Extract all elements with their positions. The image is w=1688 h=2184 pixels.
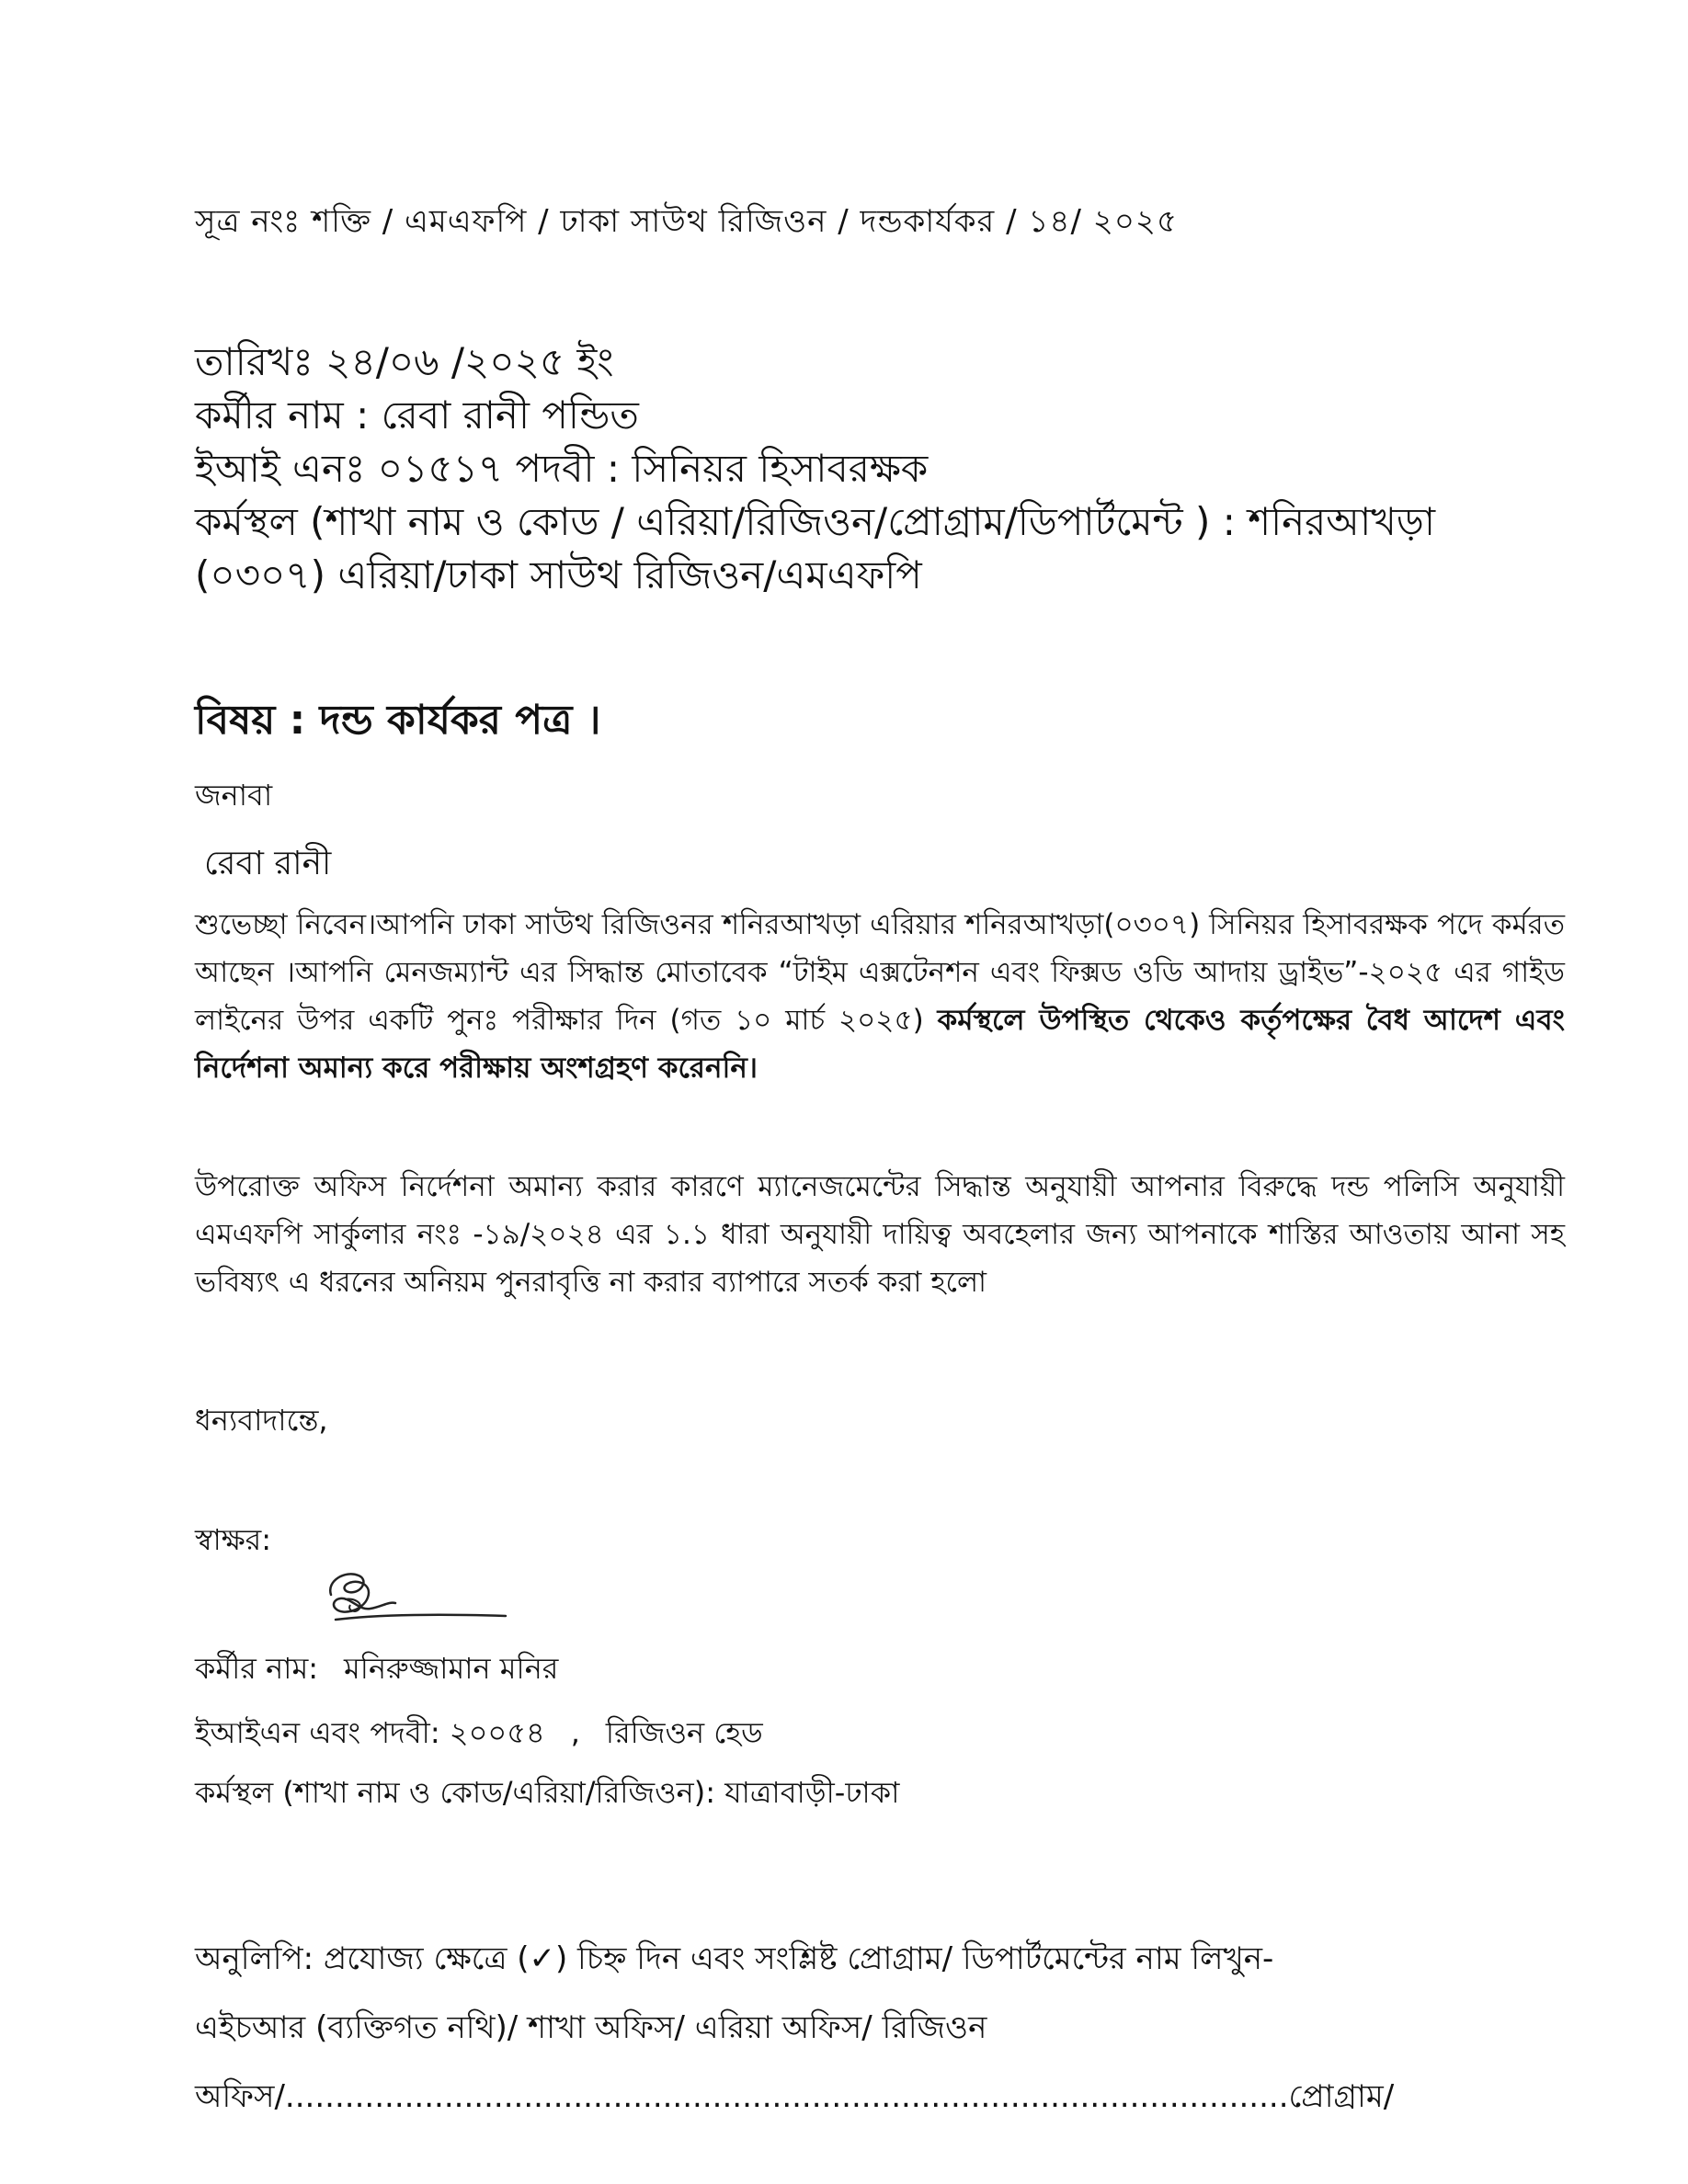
memo-date: তারিখঃ ২৪/০৬ /২০২৫ ইং — [195, 339, 614, 384]
signer-ein-row — [195, 1710, 763, 1759]
signer-name-row — [195, 1645, 558, 1695]
body-paragraph-2: উপরোক্ত অফিস নির্দেশনা অমান্য করার কারণে ম্যানেজমেন্টের সিদ্ধান্ত অনুযায়ী আপনার বিরুদ্ধে দন্ড পলিসি অনুযায়ী এমএফপি সার্কুলার নংঃ -১৯/২০২৪ এর ১.১ ধারা অনুযায়ী দায়িত্ব অবহেলার জন্য আপনাকে শাস্তির আওতায় আনা সহ ভবিষ্যৎ এ ধরনের অনিয়ম পুনরাবৃত্তি না করার ব্যাপারে সতর্ক করা হলো — [195, 1170, 1565, 1299]
recipient-name: রেবা রানী — [204, 845, 332, 882]
memo-subject: বিষয় : দন্ড কার্যকর পত্র । — [195, 697, 601, 744]
signer-ein-label: ইআইএন এবং পদবী: — [195, 1715, 440, 1750]
signer-ein: ২০০৫৪ — [449, 1715, 545, 1750]
cc-line-3: অফিস/.....................................................................................................প্রোগ্রাম/ — [195, 2078, 1395, 2115]
reference-number: সূত্র নংঃ শক্তি / এমএফপি / ঢাকা সাউথ রিজিওন / দন্ডকার্যকর / ১৪/ ২০২৫ — [195, 203, 1179, 240]
salutation: জনাবা — [195, 778, 273, 813]
employee-name: কর্মীর নাম : রেবা রানী পন্ডিত — [195, 392, 639, 438]
body-paragraph-1 — [195, 901, 1565, 1092]
body-paragraph-1-text: শুভেচ্ছা নিবেন।আপনি ঢাকা সাউথ রিজিওনর শনিরআখড়া এরিয়ার শনিরআখড়া(০৩০৭) সিনিয়র হিসাবরক্ষক পদে কর্মরত আছেন ।আপনি মেনজম্যান্ট এর সিদ্ধান্ত মোতাবেক “টাইম এক্সটেনশন এবং ফিক্সড ওডি আদায় ড্রাইভ”-২০২৫ এর গাইড লাইনের উপর একটি পুনঃ পরীক্ষার দিন (গত ১০ মার্চ ২০২৫) — [195, 908, 1565, 1037]
signature-label: স্বাক্ষর: — [195, 1522, 272, 1557]
signer-workplace: যাত্রাবাড়ী-ঢাকা — [724, 1775, 900, 1810]
signer-designation: রিজিওন হেড — [605, 1715, 763, 1750]
signer-separator: , — [570, 1715, 580, 1750]
signer-name-label: কর্মীর নাম: — [195, 1651, 319, 1686]
cc-line-2: এইচআর (ব্যক্তিগত নথি)/ শাখা অফিস/ এরিয়া অফিস/ রিজিওন — [195, 2009, 987, 2046]
employee-workplace-line2: (০৩০৭) এরিয়া/ঢাকা সাউথ রিজিওন/এমএফপি — [195, 552, 922, 597]
employee-info-block — [195, 336, 1519, 602]
closing: ধন্যবাদান্তে, — [195, 1403, 328, 1438]
signer-name: মনিরুজ্জামান মনির — [344, 1651, 559, 1686]
employee-ein-designation: ইআই এনঃ ০১৫১৭ পদবী : সিনিয়র হিসাবরক্ষক — [195, 446, 929, 491]
body-paragraph-1-bold: কর্মস্থলে উপস্থিত থেকেও কর্তৃপক্ষের বৈধ আদেশ এবং নির্দেশনা অমান্য করে পরীক্ষায় অংশগ্রহণ করেননি। — [195, 1004, 1565, 1085]
employee-workplace-line1: কর্মস্থল (শাখা নাম ও কোড / এরিয়া/রিজিওন/প্রোগ্রাম/ডিপার্টমেন্ট ) : শনিরআখড়া — [195, 499, 1435, 544]
cc-line-1: অনুলিপি: প্রযোজ্য ক্ষেত্রে (✓) চিহ্ন দিন এবং সংশ্লিষ্ট প্রোগ্রাম/ ডিপার্টমেন্টের নাম লিখুন- — [195, 1940, 1274, 1977]
signature-image — [317, 1563, 519, 1636]
signer-workplace-label: কর্মস্থল (শাখা নাম ও কোড/এরিয়া/রিজিওন): — [195, 1775, 716, 1810]
signer-workplace-row — [195, 1769, 899, 1819]
